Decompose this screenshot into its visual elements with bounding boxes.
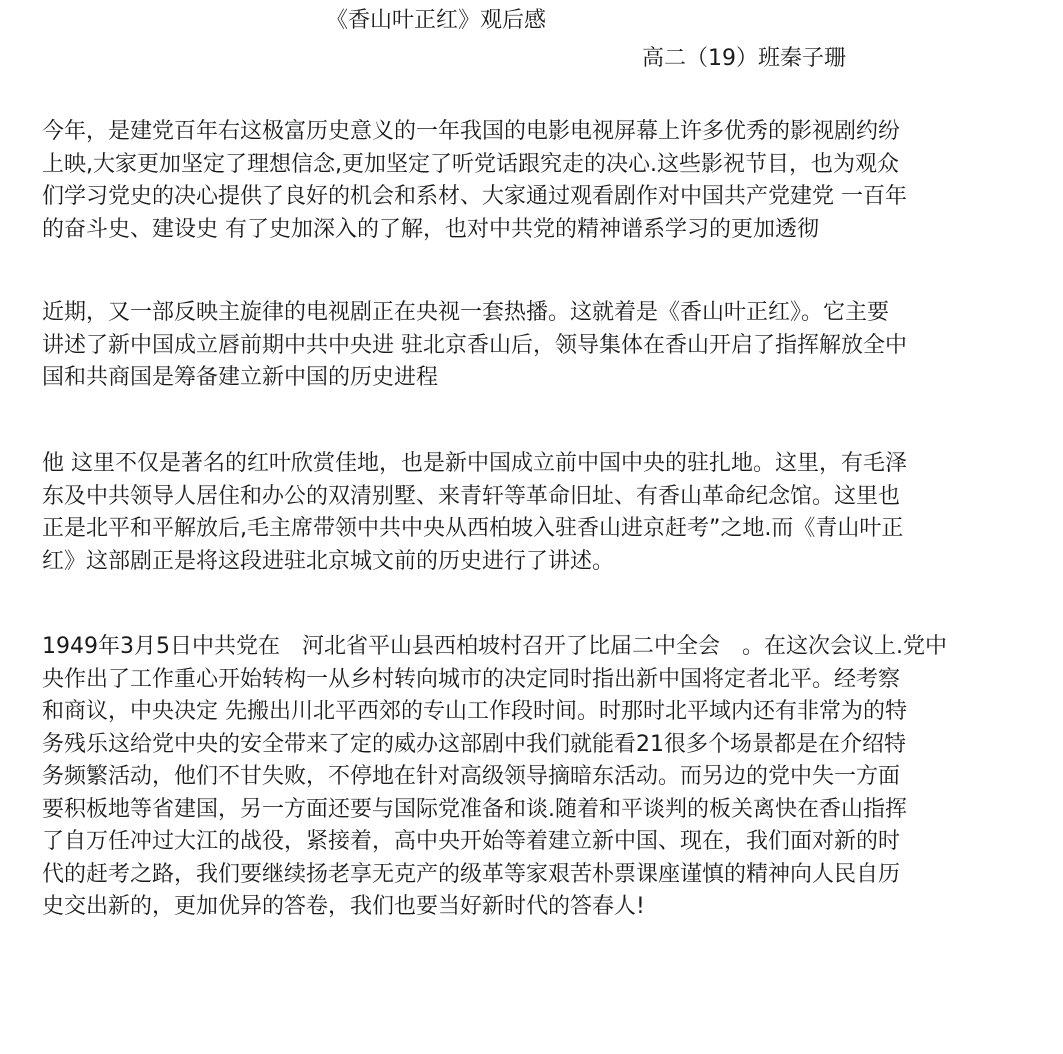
text-line: 上映,大家更加坚定了理想信念,更加坚定了听党话跟究走的决心.这些影祝节目，也为观众 — [42, 151, 899, 177]
text-line: 务残乐这给党中央的安全带来了定的威办这部剧中我们就能看21很多个场景都是在介绍特 — [42, 731, 906, 757]
text-line: 史交出新的，更加优异的答卷，我们也要当好新时代的答春人! — [42, 894, 645, 919]
text-line: 的奋斗史、建设史 有了史加深入的了解，也对中共党的精神谱系学习的更加透彻 — [42, 216, 819, 242]
paragraph-1 — [42, 116, 1042, 246]
text-line: 他 这里不仅是著名的红叶欣赏佳地，也是新中国成立前中国中央的驻扎地。这里，有毛泽 — [42, 451, 907, 476]
text-line: 代的赶考之路，我们要继续扬老享无克产的级革等家艰苦朴票课座谨慎的精神向人民自历 — [42, 861, 901, 887]
text-line: 国和共商国是筹备建立新中国的历史进程 — [42, 365, 439, 390]
text-line: 和商议，中央决定 先搬出川北平西郊的专山工作段时间。时那时北平域内还有非常为的特 — [42, 699, 907, 724]
text-line: 央作出了工作重心开始转构一从乡村转向城市的决定同时指出新中国将定者北平。经考察 — [42, 666, 901, 692]
text-line: 东及中共领导人居住和办公的双清别墅、来青轩等革命旧址、有香山革命纪念馆。这里也 — [42, 483, 901, 509]
text-line: 务频繁活动，他们不甘失败，不停地在针对高级领导摘暗东活动。而另边的党中失一方面 — [42, 764, 901, 789]
text-line: 要积板地等省建国，另一方面还要与国际党准备和谈.随着和平谈判的板关离快在香山指挥 — [42, 796, 907, 822]
text-line: 今年，是建党百年右这极富历史意义的一年我国的电影电视屏幕上许多优秀的影视剧约纷 — [42, 119, 901, 144]
text-line: 近期，又一部反映主旋律的电视剧正在央视一套热播。这就着是《香山叶正红》。它主要 — [42, 300, 890, 325]
text-line: 正是北平和平解放后,毛主席带领中共中央从西柏坡入驻香山进京赶考”之地.而《青山叶正 — [42, 516, 904, 541]
text-line: 们学习党史的决心提供了良好的机会和系材、大家通过观看剧作对中国共产党建党 一百年 — [42, 184, 907, 209]
text-line: 了自万任冲过大江的战役，紧接着，高中央开始等着建立新中国、现在，我们面对新的时 — [42, 829, 901, 854]
paragraph-4 — [42, 631, 1042, 924]
text-line: 红》这部剧正是将这段进驻北京城文前的历史进行了讲述。 — [42, 548, 615, 574]
author-line: 高二（19）班秦子珊 — [642, 46, 846, 71]
paragraph-3 — [42, 448, 1042, 578]
document-title: 《香山叶正红》观后感 — [326, 8, 547, 33]
paragraph-2 — [42, 297, 1042, 395]
text-line: 1949年3月5日中共党在 河北省平山县西柏坡村召开了比届二中全会 。在这次会议上.党中 — [42, 634, 947, 659]
text-line: 讲述了新中国成立唇前期中共中央进 驻北京香山后，领导集体在香山开启了指挥解放全中 — [42, 332, 907, 358]
